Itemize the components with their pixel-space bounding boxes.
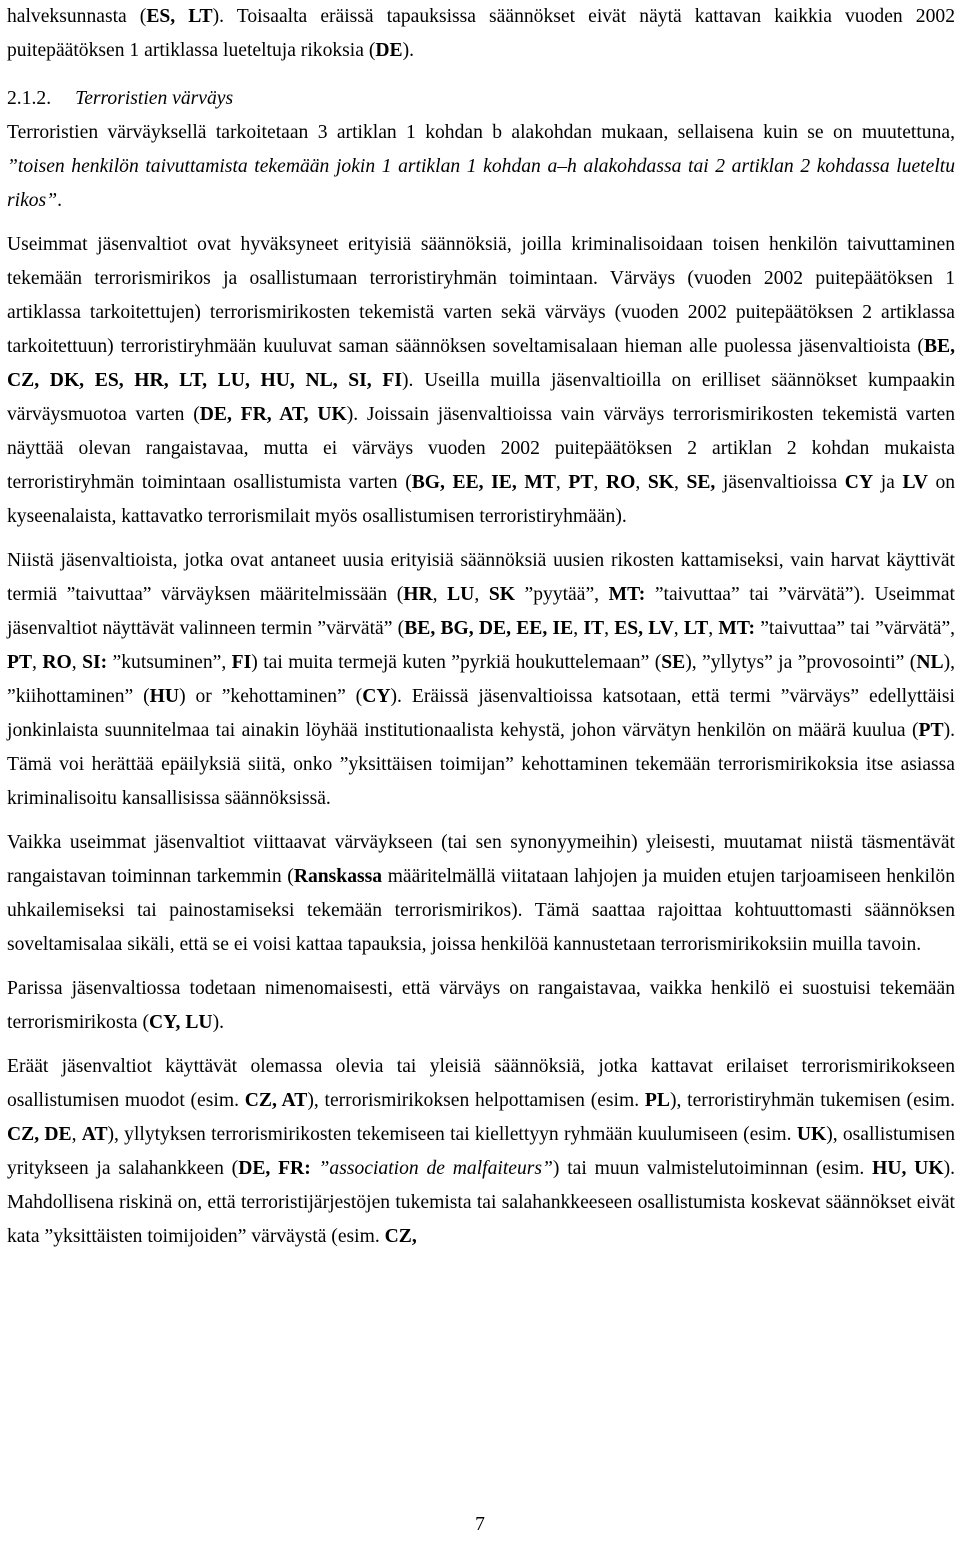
country-codes: MT: <box>718 618 755 639</box>
country-codes: PT <box>918 720 944 741</box>
country-codes: ES, LT <box>146 6 213 27</box>
country-codes: UK <box>796 1124 827 1145</box>
country-codes: SI: <box>82 652 108 673</box>
country-codes: RO <box>42 652 72 673</box>
text: ), ”kiihottaminen” ( <box>7 652 955 707</box>
text: . <box>57 190 62 211</box>
country-codes: CZ, <box>384 1226 417 1247</box>
text: , <box>71 652 83 673</box>
text: ). <box>402 40 415 61</box>
paragraph-specification <box>7 826 955 962</box>
text: jäsenvaltioissa <box>715 472 845 493</box>
paragraph-consent <box>7 972 955 1040</box>
country-codes: DE <box>375 40 403 61</box>
text: ) tai muun valmistelutoiminnan (esim. <box>552 1158 873 1179</box>
country-codes: LT <box>683 618 709 639</box>
text: Eräät jäsenvaltiot käyttävät olemassa olevia tai yleisiä säännöksiä, jotka kattavat erilaiset terrorismirikokseen osallistumisen muodot (esim. <box>7 1056 955 1111</box>
country-codes: PT <box>568 472 594 493</box>
text: , <box>555 472 569 493</box>
text: ) tai muita termejä kuten ”pyrkiä houkuttelemaan” ( <box>251 652 662 673</box>
country-codes: MT: <box>608 584 646 605</box>
quoted-term: ”association de malfaiteurs” <box>318 1158 553 1179</box>
country-codes: DE, FR, AT, UK <box>199 404 347 425</box>
text: ). <box>212 1012 224 1033</box>
country-codes: IT <box>583 618 605 639</box>
text: , <box>708 618 719 639</box>
country-codes: AT <box>81 1124 108 1145</box>
country-codes: BE, BG, DE, EE, IE <box>404 618 574 639</box>
text: Niistä jäsenvaltioista, jotka ovat antaneet uusia erityisiä säännöksiä uusien rikosten kattamiseksi, vain harvat käyttivät termiä ”taivuttaa” värväyksen määritelmissään ( <box>7 550 955 605</box>
paragraph-definition <box>7 116 955 218</box>
country-codes: HR <box>403 584 433 605</box>
country-codes: FI <box>231 652 252 673</box>
text: ”taivuttaa” tai ”värvätä”). Useimmat jäsenvaltiot näyttävät valinneen termin ”värvätä” ( <box>7 584 955 639</box>
text: Useimmat jäsenvaltiot ovat hyväksyneet erityisiä säännöksiä, joilla kriminalisoidaan toisen henkilön taivuttaminen tekemään terrorismirikos ja osallistumaan terroristiryhmän toimintaan. Värväys (vuoden 2002 puitepäätöksen 1 artiklassa tarkoitettujen) terrorismirikosten tekemistä varten sekä värväys (vuoden 2002 puitepäätöksen 2 artiklassa tarkoitettuun) terroristiryhmään kuuluvat saman säännöksen soveltamisalaan hieman alle puolessa jäsenvaltioista ( <box>7 234 955 357</box>
country-codes: CZ, AT <box>244 1090 308 1111</box>
text: , <box>32 652 43 673</box>
country-codes: PL <box>644 1090 670 1111</box>
text: ”taivuttaa” tai ”värvätä”, <box>754 618 956 639</box>
text: , <box>635 472 648 493</box>
text: ), yllytyksen terrorismirikosten tekemiseen tai kiellettyyn ryhmään kuulumiseen (esim. <box>107 1124 797 1145</box>
country-codes: SK <box>488 584 515 605</box>
country-codes: CY, LU <box>149 1012 213 1033</box>
text: Parissa jäsenvaltiossa todetaan nimenomaisesti, että värväys on rangaistavaa, vaikka henkilö ei suostuisi tekemään terrorismirikosta ( <box>7 978 955 1033</box>
text: ). Useilla muilla jäsenvaltioilla on erilliset säännökset kumpaakin värväysmuotoa varten ( <box>7 370 956 425</box>
text: ). Mahdollisena riskinä on, että terroristijärjestöjen tukemista tai salahankkeeseen osallistumista koskevat säännökset eivät kata ”yksittäisten toimijoiden” värväystä (esim. <box>7 1158 956 1247</box>
text: ). Eräissä jäsenvaltioissa katsotaan, että termi ”värväys” edellyttäisi jonkinlaista suunnitelmaa tai ainakin löyhää institutionaalista kehystä, johon värvätyn henkilön on määrä kuulua ( <box>7 686 956 741</box>
country-codes: LV <box>902 472 928 493</box>
section-number: 2.1.2. <box>7 88 52 109</box>
text: , <box>604 618 615 639</box>
text: ja <box>873 472 903 493</box>
text: , <box>71 1124 82 1145</box>
text: ) or ”kehottaminen” ( <box>179 686 363 707</box>
text: , <box>432 584 448 605</box>
text: , <box>474 584 489 605</box>
country-codes: BG, EE, IE, MT <box>411 472 556 493</box>
quoted-definition: ”toisen henkilön taivuttamista tekemään jokin 1 artiklan 1 kohdan a–h alakohdassa tai 2 artiklan 2 kohdassa lueteltu rikos” <box>7 156 955 211</box>
country-codes: NL <box>916 652 944 673</box>
text: , <box>573 618 584 639</box>
text: ”kutsuminen”, <box>107 652 232 673</box>
country-codes: CY <box>844 472 874 493</box>
country-codes: HU <box>149 686 180 707</box>
text: ). Tämä voi herättää epäilyksiä siitä, onko ”yksittäisen toimijan” kehottaminen tekemään terrorismirikoksia itse asiassa kriminalisoitu kansallisissa säännöksissä. <box>7 720 955 809</box>
text: ), osallistumisen yritykseen ja salahankkeen ( <box>7 1124 955 1179</box>
text: , <box>673 472 687 493</box>
paragraph-general-provisions <box>7 1050 955 1254</box>
country-codes: ES, LV <box>614 618 674 639</box>
country-codes: BE, CZ, DK, ES, HR, LT, LU, HU, NL, SI, FI <box>7 336 955 391</box>
text: halveksunnasta ( <box>7 6 147 27</box>
text: ), terroristiryhmän tukemisen (esim. <box>669 1090 955 1111</box>
text: ”pyytää”, <box>514 584 609 605</box>
paragraph-terms <box>7 544 955 816</box>
text: on kyseenalaista, kattavatko terrorismilait myös osallistumisen terroristiryhmään). <box>7 472 956 527</box>
country-codes: SE <box>661 652 686 673</box>
document-page <box>7 0 955 1254</box>
section-title: Terroristien värväys <box>75 88 234 109</box>
text: Vaikka useimmat jäsenvaltiot viittaavat värväykseen (tai sen synonyymeihin) yleisesti, muutamat niistä täsmentävät rangaistavan toiminnan tarkemmin ( <box>7 832 955 887</box>
text: ), terrorismirikoksen helpottamisen (esim. <box>307 1090 645 1111</box>
page-number: 7 <box>475 1514 485 1535</box>
country-codes: PT <box>7 652 33 673</box>
text: ). Joissain jäsenvaltioissa vain värväys terrorismirikosten tekemistä varten näyttää olevan rangaistavaa, mutta ei värväys vuoden 2002 puitepäätöksen 2 artiklan 2 kohdan mukaista terroristiryhmän toimintaan osallistumista varten ( <box>7 404 956 493</box>
country-codes: LU <box>447 584 475 605</box>
text: Terroristien värväyksellä tarkoitetaan 3 artiklan 1 kohdan b alakohdan mukaan, sellaisena kuin se on muutettuna, <box>7 122 955 143</box>
country-codes: RO <box>605 472 636 493</box>
country-codes: CY <box>362 686 391 707</box>
country-codes: SK <box>647 472 674 493</box>
country-codes: SE, <box>686 472 716 493</box>
intro-paragraph <box>7 0 955 68</box>
paragraph-member-states <box>7 228 955 534</box>
section-heading <box>7 82 955 116</box>
text: määritelmällä viitataan lahjojen ja muiden etujen tarjoamiseen henkilön uhkailemiseksi tai painostamiseksi tekemään terrorismirikos). Tämä saattaa rajoittaa kohtuuttomasti säännöksen soveltamisalaa sikäli, että se ei voisi kattaa tapauksia, joissa henkilöä kannustetaan terrorismirikoksiin muilla tavoin. <box>7 866 955 955</box>
country-codes: CZ, DE <box>7 1124 72 1145</box>
text <box>311 1158 319 1179</box>
text: , <box>673 618 684 639</box>
country-name: Ranskassa <box>293 866 383 887</box>
text: ). Toisaalta eräissä tapauksissa säännökset eivät näytä kattavan kaikkia vuoden 2002 puitepäätöksen 1 artiklassa lueteltuja rikoksia ( <box>7 6 955 61</box>
country-codes: DE, FR: <box>238 1158 311 1179</box>
country-codes: HU, UK <box>872 1158 944 1179</box>
text: ), ”yllytys” ja ”provosointi” ( <box>685 652 917 673</box>
text: , <box>593 472 606 493</box>
